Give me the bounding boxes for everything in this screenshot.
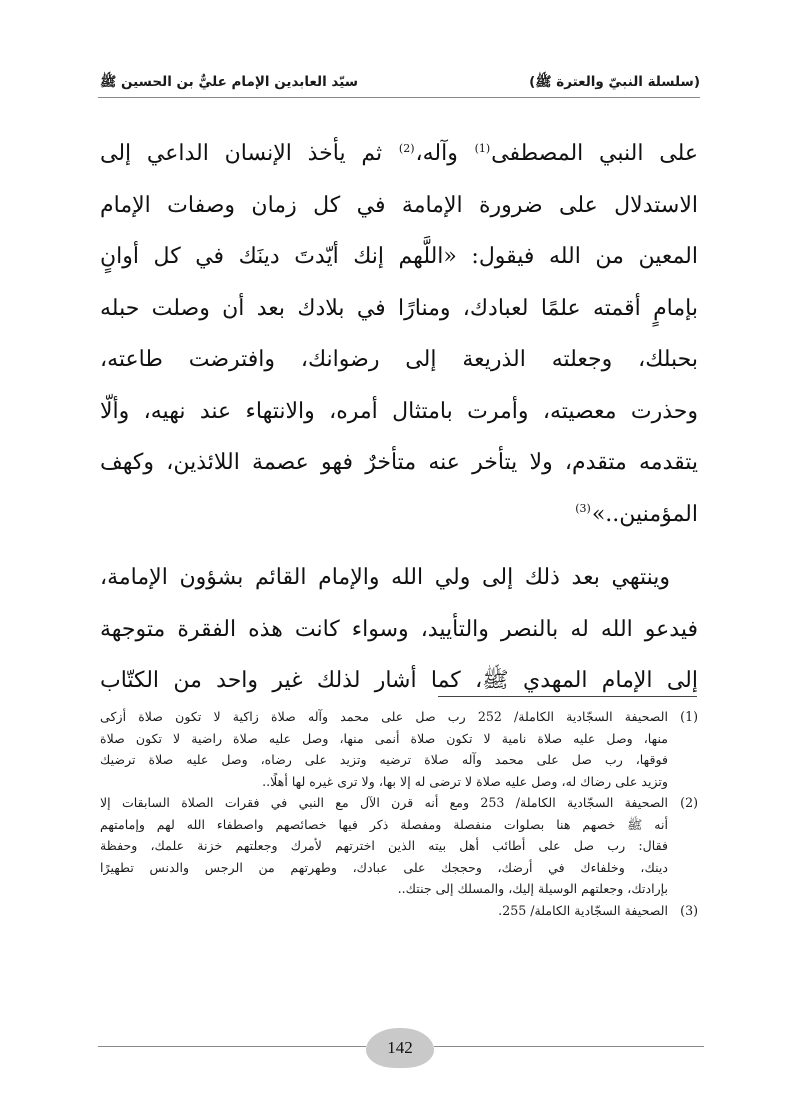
footnote-line: أنه ﷺ خصهم هنا بصلوات منفصلة ومفصلة ذكر فيها خصائصهم واصطفاء الله لهم وإمامتهم xyxy=(100,816,668,832)
body-line: فيدعو الله له بالنصر والتأييد، وسواء كانت هذه الفقرة متوجهة xyxy=(100,616,698,642)
footnote-line: الصحيفة السجّادية الكاملة/ 253 ومع أنه قرن الآل مع النبي في فقرات الصلاة السابقات إلا xyxy=(100,795,668,810)
book-title: سيّد العابدين الإمام عليٌّ بن الحسين ﷺ xyxy=(100,74,358,90)
footnote-line: بإرادتك، وجعلتهم الوسيلة إليك، والمسلك إلى جنتك.. xyxy=(397,881,668,896)
footnote-text xyxy=(100,900,668,922)
body-line: المعين من الله فيقول: «اللَّهم إنك أيّدتَ دينَك في كل أوانٍ xyxy=(100,244,698,269)
body-line: المؤمنين..»$^{(3)}$ xyxy=(575,501,698,527)
footnote-line: وتزيد على رضاك له، وصل عليه صلاة لا ترضى له إلا بها، ولا ترى غيره لها أهلًا.. xyxy=(262,773,668,789)
footnote-separator xyxy=(438,696,697,697)
footnote-ref-1[interactable]: (1) xyxy=(474,141,491,155)
footer-rule-right xyxy=(434,1046,704,1047)
body-line: على النبي المصطفى$^{(1)}$ وآله،$^{(2)}$ ثم يأخذ الإنسان الداعي إلى xyxy=(100,141,698,166)
header-divider xyxy=(98,97,700,98)
footnote-1 xyxy=(100,706,698,792)
footnote-text xyxy=(100,792,668,900)
body-line: بحبلك، وجعلته الذريعة إلى رضوانك، وافترضت طاعته، xyxy=(100,347,698,372)
footnote-line: الصحيفة السجّادية الكاملة/ 252 رب صل على محمد وآله صلاة زاكية لا تكون صلاة أزكى xyxy=(100,709,669,724)
footnote-line: دينك، وخلفاءك في أرضك، وحججك على عبادك، وطهرتهم من الرجس والدنس تطهيرًا xyxy=(100,859,668,875)
body-line: وحذرت معصيته، وأمرت بامتثال أمره، والانتهاء عند نهيه، وألّا xyxy=(100,398,698,424)
body-text xyxy=(100,128,698,707)
footnote-ref-2[interactable]: (2) xyxy=(398,141,415,155)
page-number: 142 xyxy=(387,1038,413,1057)
footnote-text xyxy=(100,706,668,792)
footnote-line: فقال: رب صل على أطائب أهل بيته الذين اخترتهم لأمرك وجعلتهم خزنة علمك، وحفظة xyxy=(100,838,668,853)
paragraph-spacer xyxy=(100,540,698,552)
running-header xyxy=(100,64,700,92)
series-title: (سلسلة النبيّ والعترة ﷺ) xyxy=(529,74,700,90)
footnote-number: (1) xyxy=(680,709,698,724)
footnote-2 xyxy=(100,792,698,900)
footnote-number: (3) xyxy=(680,902,698,918)
footnotes xyxy=(100,706,698,921)
footnote-ref-3[interactable]: (3) xyxy=(575,502,591,516)
paragraph-2 xyxy=(100,552,698,707)
body-line: إلى الإمام المهدي ﷺ، كما أشار لذلك غير واحد من الكتّاب xyxy=(100,668,698,693)
footnote-line: منها، وصل عليه صلاة نامية لا تكون صلاة أنمى منها، وصل عليه صلاة راضية لا تكون صلاة xyxy=(100,730,668,746)
page-number-badge xyxy=(366,1028,434,1068)
footnote-number: (2) xyxy=(680,795,698,810)
body-line: يتقدمه متقدم، ولا يتأخر عنه متأخرٌ فهو عصمة اللائذين، وكهف xyxy=(100,450,698,475)
footer-rule-left xyxy=(98,1046,366,1047)
paragraph-1 xyxy=(100,128,698,540)
footnote-line: فوقها، رب صل على محمد وآله صلاة ترضيه وتزيد على رضاه، وصل عليه صلاة ترضيك xyxy=(100,752,668,767)
body-line: وينتهي بعد ذلك إلى ولي الله والإمام القائم بشؤون الإمامة، xyxy=(100,565,670,590)
body-line: الاستدلال على ضرورة الإمامة في كل زمان وصفات الإمام xyxy=(100,192,698,218)
footnote-line: الصحيفة السجّادية الكاملة/ 255. xyxy=(498,902,668,918)
body-line: بإمامٍ أقمته علمًا لعبادك، ومنارًا في بلادك بعد أن وصلت حبله xyxy=(100,295,698,321)
footnote-3 xyxy=(100,900,698,922)
